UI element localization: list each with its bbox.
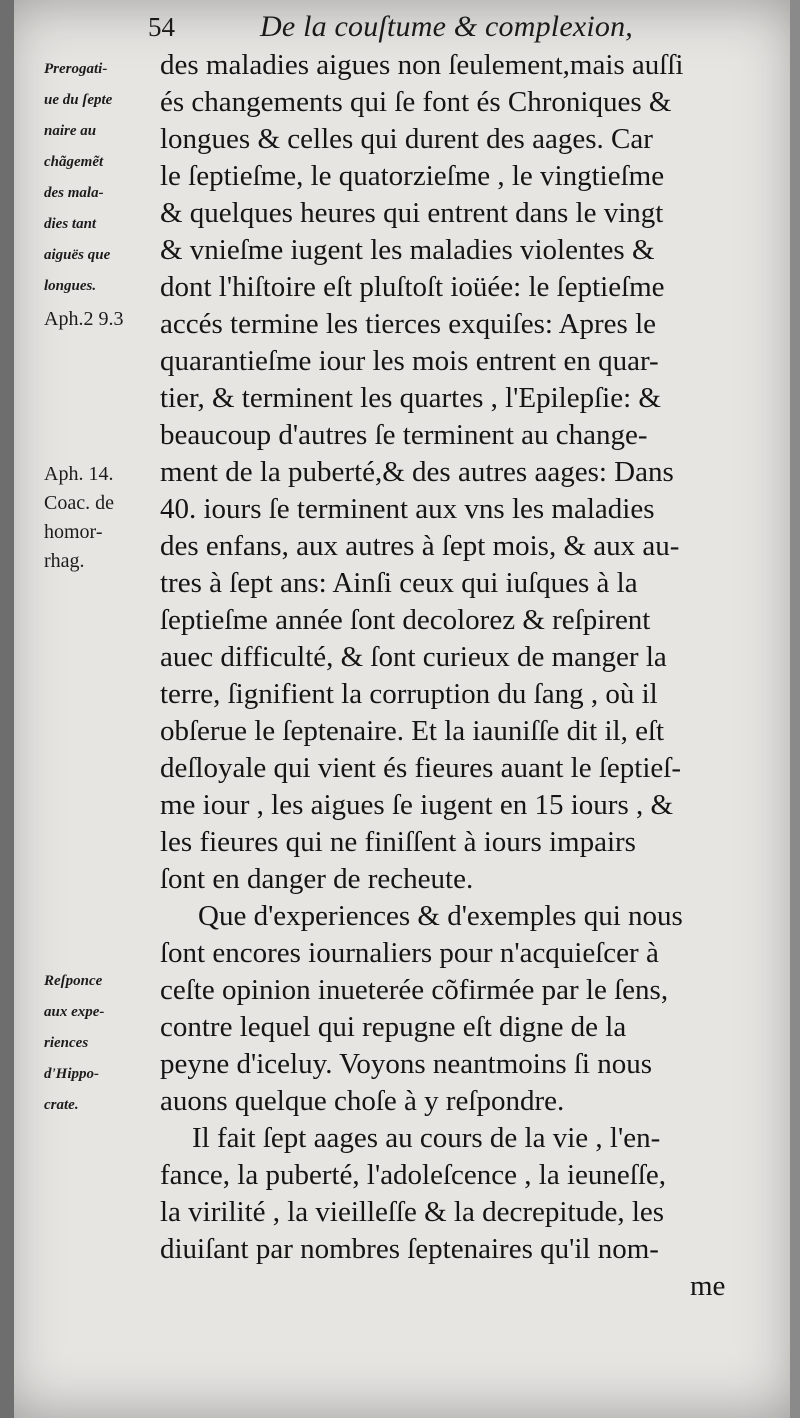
text-line: deſloyale qui vient és fieures auant le ſeptieſ- (160, 752, 681, 784)
margin-note-line: rhag. (44, 550, 85, 572)
margin-note-line: homor- (44, 521, 103, 543)
page-header (148, 6, 738, 46)
text-line: dont l'hiſtoire eſt pluſtoſt ioüée: le ſeptieſme (160, 271, 665, 303)
text-line: longues & celles qui durent des aages. Car (160, 123, 653, 155)
margin-note-line: des mala- (44, 185, 104, 201)
catchword: me (690, 1270, 726, 1302)
text-line: les fieures qui ne finiſſent à iours impairs (160, 826, 636, 858)
text-line: la virilité , la vieilleſſe & la decrepitude, les (160, 1196, 665, 1228)
margin-note-line: d'Hippo- (44, 1066, 99, 1082)
text-line: auons quelque choſe à y reſpondre. (160, 1085, 565, 1117)
text-line: ment de la puberté,& des autres aages: Dans (160, 456, 674, 488)
text-line: contre lequel qui repugne eſt digne de la (160, 1011, 627, 1043)
text-line-indent: Que d'experiences & d'exemples qui nous (198, 900, 683, 932)
text-line: & quelques heures qui entrent dans le vingt (160, 197, 664, 229)
text-line: des enfans, aux autres à ſept mois, & aux au- (160, 530, 680, 562)
margin-note-line: Aph. 14. (44, 463, 114, 485)
running-head: De la couſtume & complexion, (260, 10, 633, 43)
text-line: & vnieſme iugent les maladies violentes & (160, 234, 655, 266)
margin-note-line: Prerogati- (44, 61, 108, 77)
margin-note-line: aux expe- (44, 1004, 105, 1020)
text-line: ſont en danger de recheute. (160, 863, 474, 895)
margin-note-line: Reſponce (44, 973, 103, 989)
text-line: tres à ſept ans: Ainſi ceux qui iuſques à la (160, 567, 638, 599)
page-number: 54 (148, 12, 175, 42)
text-line: quarantieſme iour les mois entrent en quar- (160, 345, 659, 377)
text-line: obſerue le ſeptenaire. Et la iauniſſe dit il, eſt (160, 715, 665, 747)
margin-note-line: Coac. de (44, 492, 114, 514)
margin-note-line: ue du ſepte (44, 92, 113, 108)
text-line: peyne d'iceluy. Voyons neantmoins ſi nous (160, 1048, 653, 1080)
text-line: és changements qui ſe font és Chroniques & (160, 86, 672, 118)
margin-note-aph-1 (44, 305, 156, 334)
margin-note-responce (44, 966, 156, 1121)
text-line: terre, ſignifient la corruption du ſang , où il (160, 678, 658, 710)
page-left-edge (0, 0, 14, 1418)
text-line: diuiſant par nombres ſeptenaires qu'il nom- (160, 1233, 659, 1265)
text-line: ſeptieſme année ſont decolorez & reſpirent (160, 604, 651, 636)
text-line: le ſeptieſme, le quatorzieſme , le vingtieſme (160, 160, 665, 192)
margin-note-line: crate. (44, 1097, 79, 1113)
margin-note-line: naire au (44, 123, 97, 139)
margin-note-aph-2 (44, 460, 156, 576)
text-line: 40. iours ſe terminent aux vns les maladies (160, 493, 655, 525)
text-line: des maladies aigues non ſeulement,mais auſſi (160, 49, 684, 81)
margin-note-line: longues. (44, 278, 97, 294)
margin-note-line: chãgemẽt (44, 154, 104, 170)
page-right-edge (790, 0, 800, 1418)
text-line: beaucoup d'autres ſe terminent au change- (160, 419, 648, 451)
margin-note-prerogative (44, 54, 156, 302)
margin-note-line: dies tant (44, 216, 97, 232)
text-line: accés termine les tierces exquiſes: Apres le (160, 308, 657, 340)
margin-note-line: Aph.2 9.3 (44, 308, 124, 330)
text-line: ceſte opinion inueterée cõfirmée par le ſens, (160, 974, 669, 1006)
text-line: auec difficulté, & ſont curieux de manger la (160, 641, 667, 673)
margin-note-line: aiguës que (44, 247, 111, 263)
text-line: tier, & terminent les quartes , l'Epilepſie: & (160, 382, 661, 414)
text-line: fance, la puberté, l'adoleſcence , la ieuneſſe, (160, 1159, 666, 1191)
text-line-indent: Il fait ſept aages au cours de la vie , l'en- (192, 1122, 661, 1154)
margin-note-line: riences (44, 1035, 89, 1051)
text-line: ſont encores iournaliers pour n'acquieſcer à (160, 937, 659, 969)
text-line: me iour , les aigues ſe iugent en 15 iours , & (160, 789, 674, 821)
